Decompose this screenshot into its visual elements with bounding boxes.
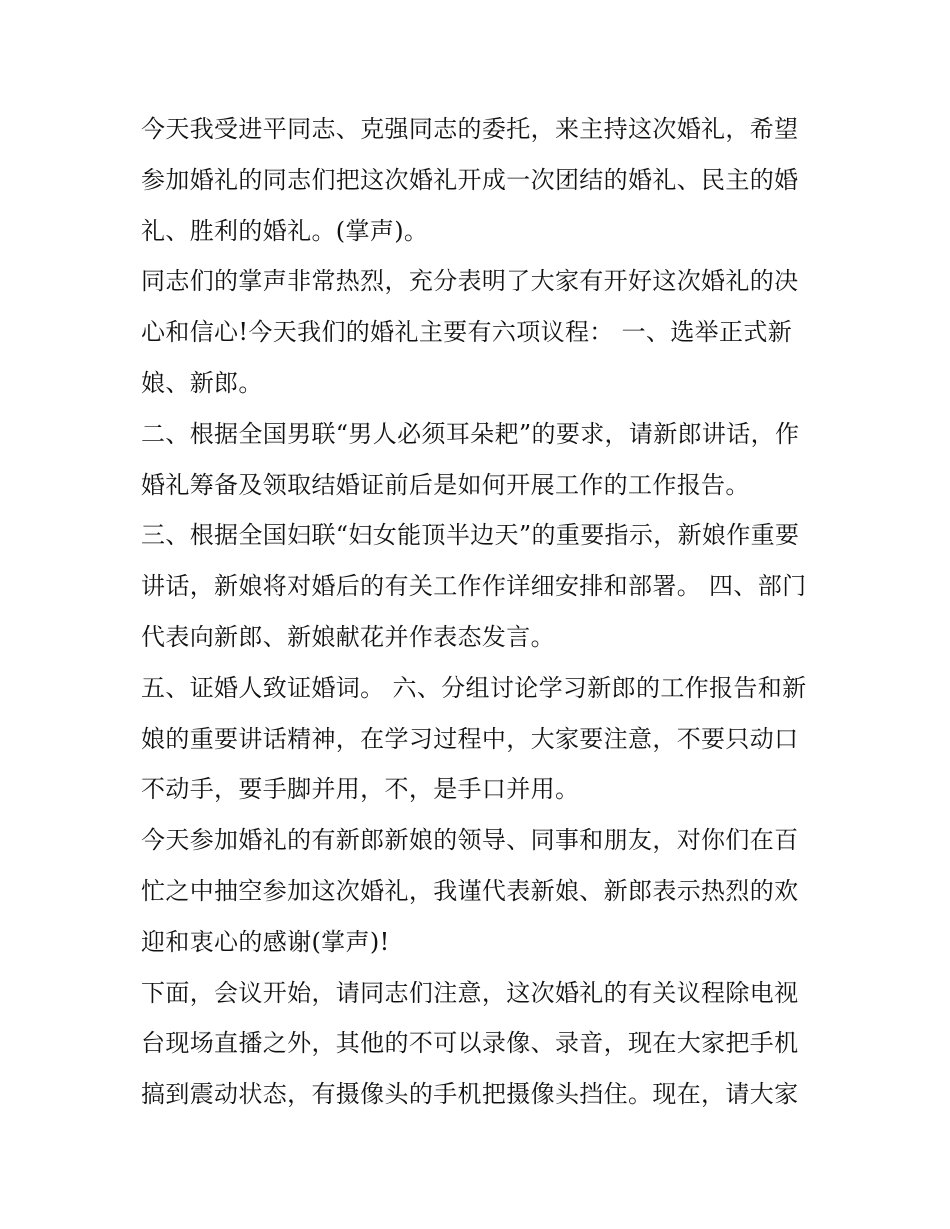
paragraph-4: 三、根据全国妇联“妇女能顶半边天”的重要指示，新娘作重要讲话，新娘将对婚后的有关工作作详细安排和部署。 四、部门代表向新郎、新娘献花并作表态发言。 <box>141 521 807 651</box>
paragraph-7: 下面，会议开始，请同志们注意，这次婚礼的有关议程除电视台现场直播之外，其他的不可以录像、录音，现在大家把手机搞到震动状态，有摄像头的手机把摄像头挡住。现在，请大家 <box>141 978 799 1109</box>
paragraph-5: 五、证婚人致证婚词。 六、分组讨论学习新郎的工作报告和新娘的重要讲话精神，在学习过程中，大家要注意，不要只动口不动手，要手脚并用，不，是手口并用。 <box>141 673 807 804</box>
document-body <box>141 104 821 1120</box>
paragraph-2: 同志们的掌声非常热烈，充分表明了大家有开好这次婚礼的决心和信心!今天我们的婚礼主要有六项议程： 一、选举正式新娘、新郎。 <box>141 267 799 397</box>
paragraph-6: 今天参加婚礼的有新郎新娘的领导、同事和朋友，对你们在百忙之中抽空参加这次婚礼，我谨代表新娘、新郎表示热烈的欢迎和衷心的感谢(掌声)! <box>141 826 799 956</box>
paragraph-1: 今天我受进平同志、克强同志的委托，来主持这次婚礼，希望参加婚礼的同志们把这次婚礼开成一次团结的婚礼、民主的婚礼、胜利的婚礼。(掌声)。 <box>141 115 799 245</box>
paragraph-3: 二、根据全国男联“男人必须耳朵耙”的要求，请新郎讲话，作婚礼筹备及领取结婚证前后是如何开展工作的工作报告。 <box>141 419 800 499</box>
